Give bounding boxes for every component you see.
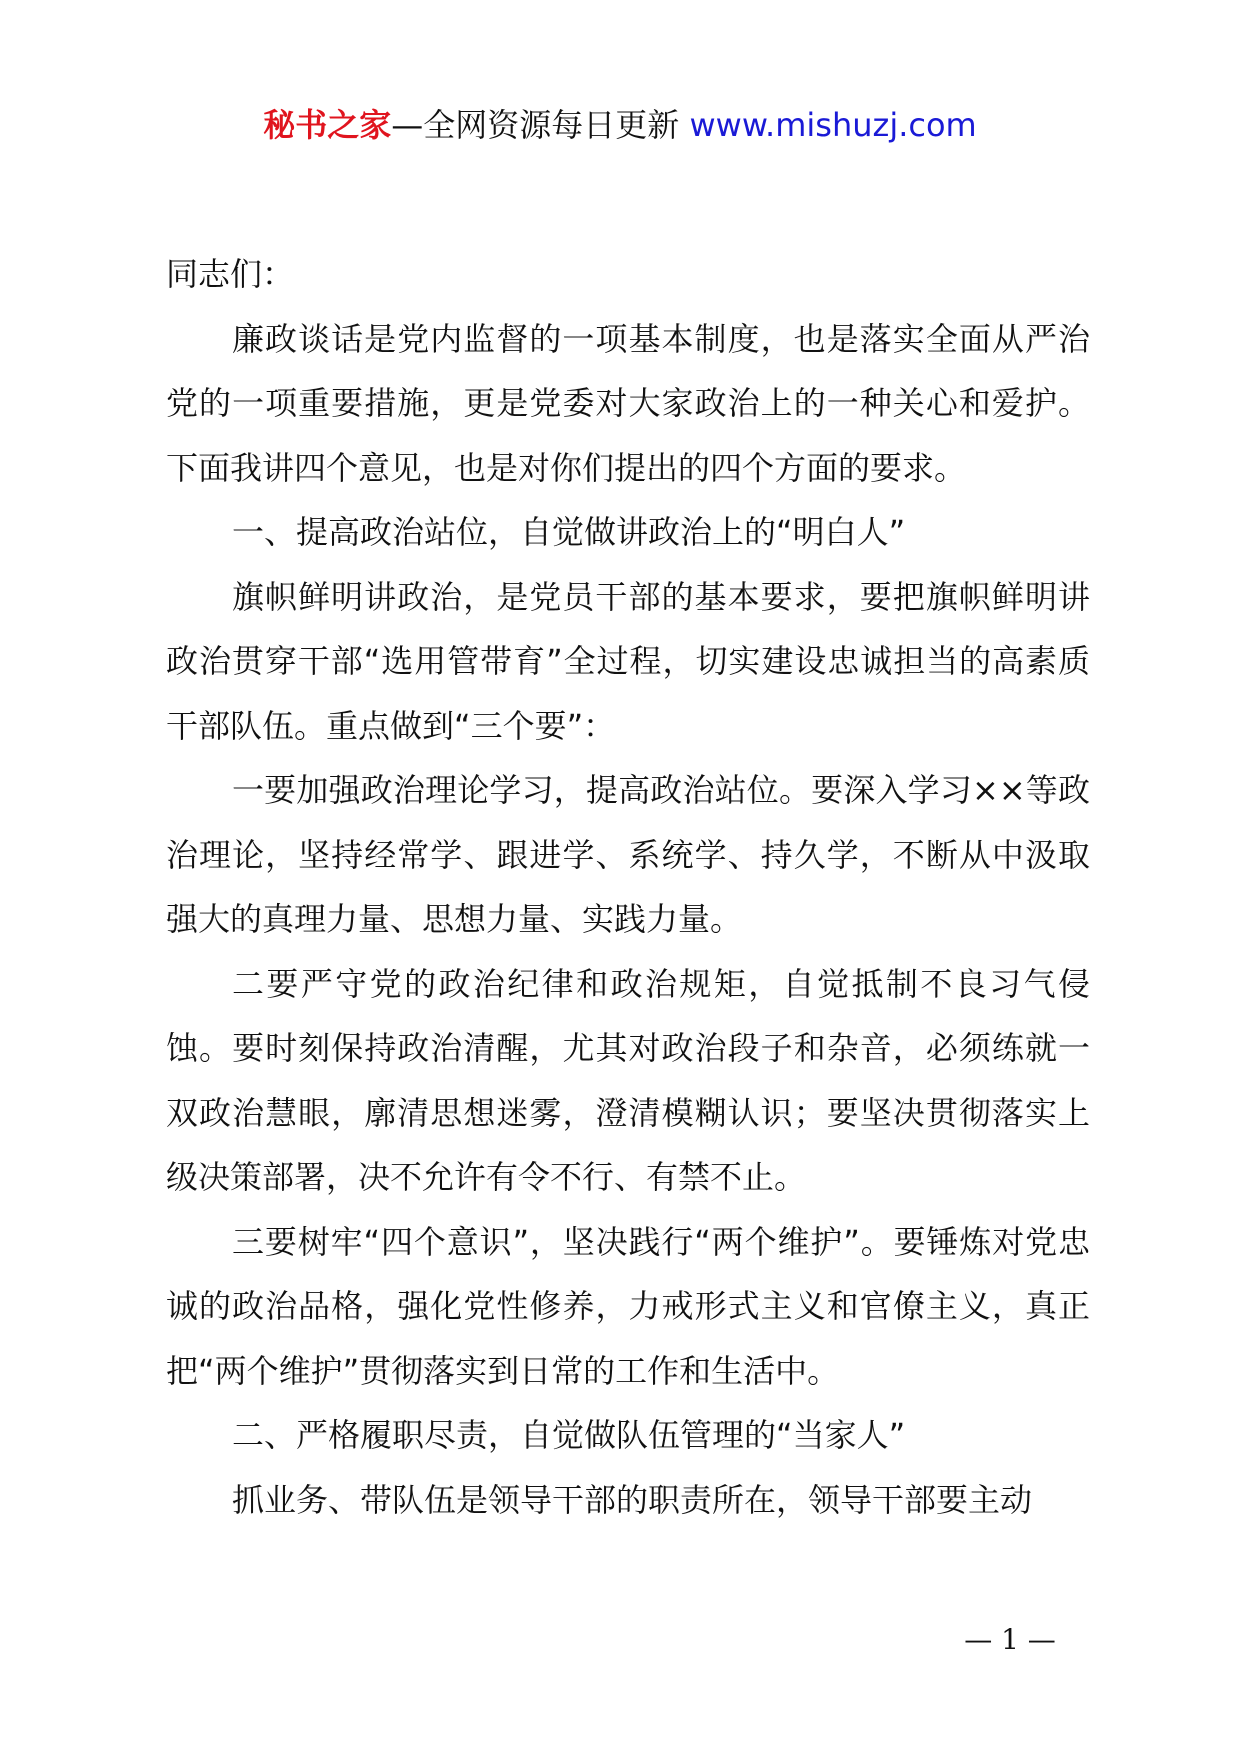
site-name: 秘书之家 <box>263 106 392 144</box>
section-heading-2: 二、严格履职尽责，自觉做队伍管理的“当家人” <box>232 1416 906 1454</box>
site-url[interactable]: www.mishuzj.com <box>689 106 977 144</box>
site-tagline: —全网资源每日更新 <box>391 106 690 144</box>
page-number: — 1 — <box>964 1623 1056 1656</box>
document-body <box>166 242 1090 1532</box>
salutation: 同志们： <box>166 255 295 293</box>
site-header <box>0 100 1240 150</box>
paragraph-duties: 抓业务、带队伍是领导干部的职责所在，领导干部要主动 <box>232 1480 1033 1519</box>
section-heading-1: 一、提高政治站位，自觉做讲政治上的“明白人” <box>232 513 906 551</box>
paragraph-point-three: 三要树牢“四个意识”，坚决践行“两个维护”。要锤炼对党忠诚的政治品格，强化党性修养，力戒形式主义和官僚主义，真正把“两个维护”贯彻落实到日常的工作和生活中。 <box>166 1222 1090 1390</box>
paragraph-point-one: 一要加强政治理论学习，提高政治站位。要深入学习××等政治理论，坚持经常学、跟进学、系统学、持久学，不断从中汲取强大的真理力量、思想力量、实践力量。 <box>166 771 1090 938</box>
paragraph-political-stance: 旗帜鲜明讲政治，是党员干部的基本要求，要把旗帜鲜明讲政治贯穿干部“选用管带育”全过程，切实建设忠诚担当的高素质干部队伍。重点做到“三个要”： <box>166 577 1090 745</box>
paragraph-point-two: 二要严守党的政治纪律和政治规矩，自觉抵制不良习气侵蚀。要时刻保持政治清醒，尤其对政治段子和杂音，必须练就一双政治慧眼，廓清思想迷雾，澄清模糊认识；要坚决贯彻落实上级决策部署，决不允许有令不行、有禁不止。 <box>166 964 1090 1196</box>
paragraph-intro: 廉政谈话是党内监督的一项基本制度，也是落实全面从严治党的一项重要措施，更是党委对大家政治上的一种关心和爱护。下面我讲四个意见，也是对你们提出的四个方面的要求。 <box>166 319 1090 487</box>
